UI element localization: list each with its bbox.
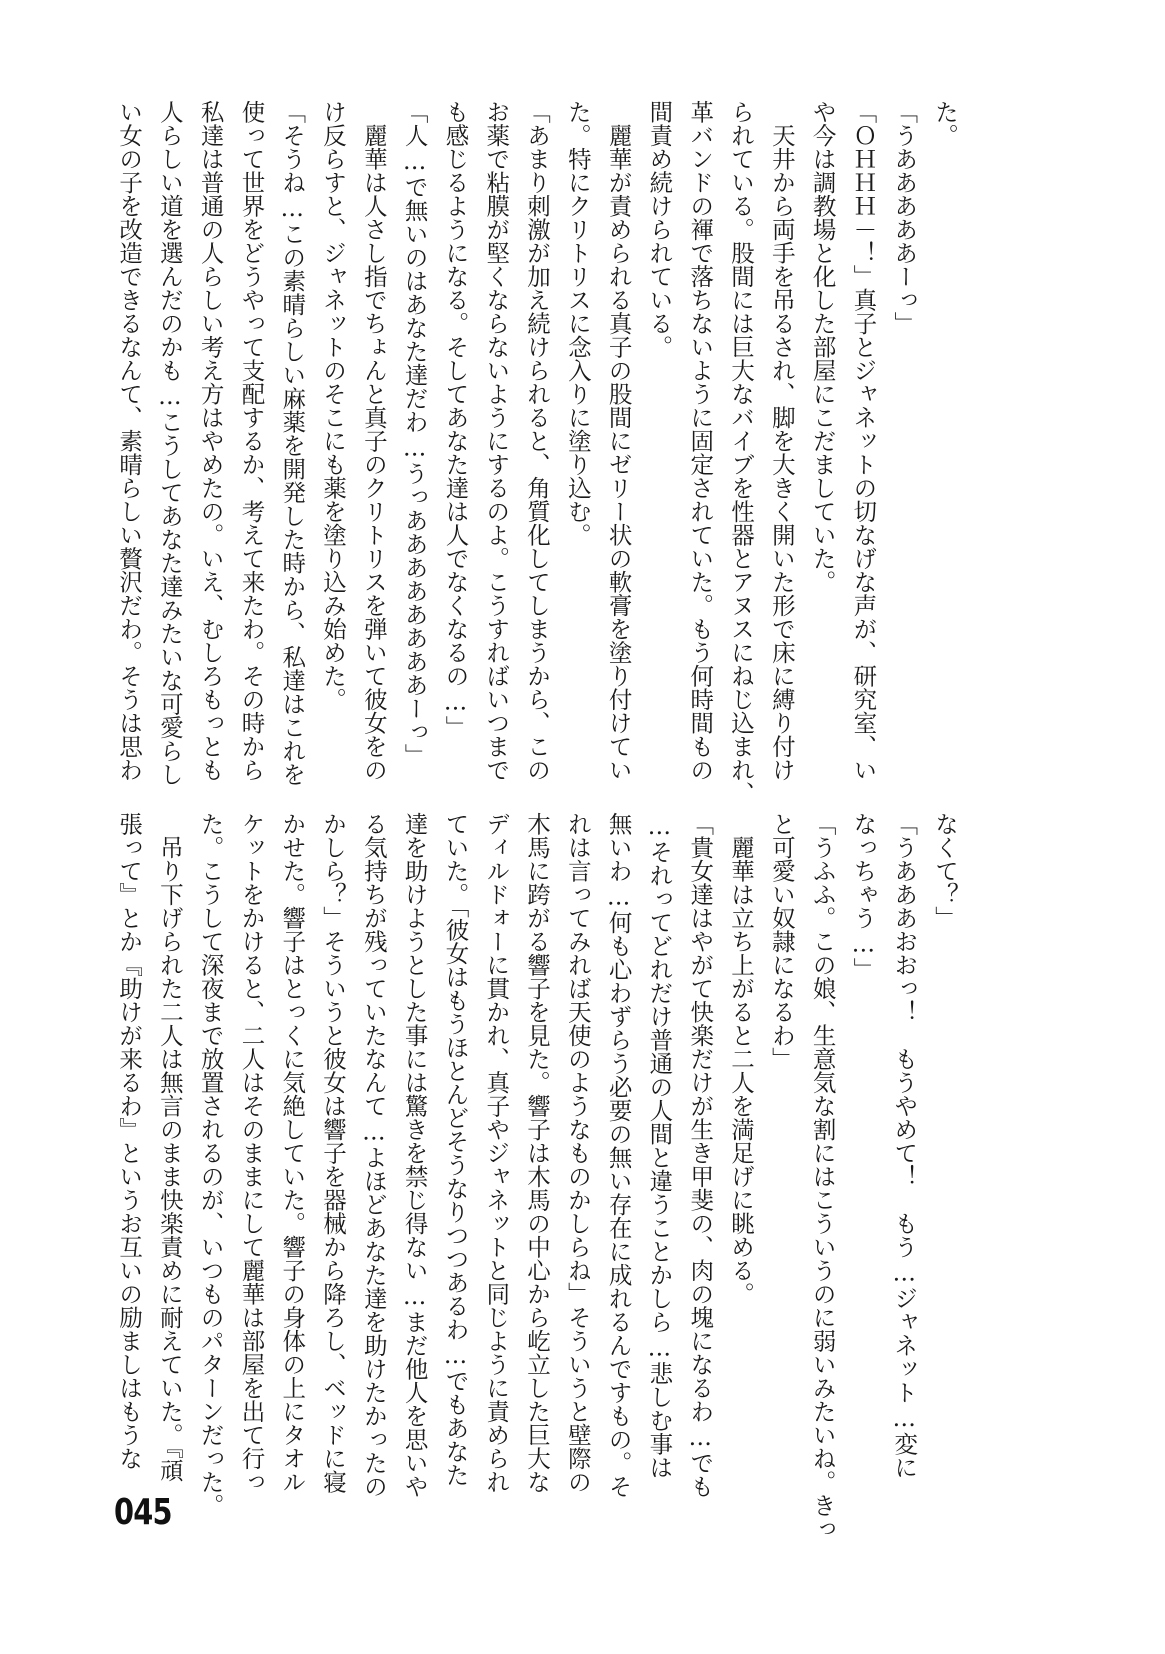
text-column: る気持ちが残っていたなんて…よほどあなた達を助けたかったの [359,812,388,1498]
text-column: 「そうね…この素晴らしい麻薬を開発した時から、私達はこれを [278,100,307,786]
text-column: 無いわ…何も心わずらう必要の無い存在に成れるんですもの。そ [604,812,633,1498]
text-column: け反らすと、ジャネットのそこにも薬を塗り込み始めた。 [319,100,348,711]
text-column: れは言ってみれば天使のようなものかしらね」そういうと壁際の [563,812,592,1494]
text-column: 間責め続けられている。 [645,100,674,359]
text-column: た。 [931,100,959,147]
text-column: ケットをかけると、二人はそのままにして麗華は部屋を出て行っ [237,812,266,1494]
text-column: 木馬に跨がる響子を見た。響子は木馬の中心から屹立した巨大な [523,812,552,1494]
text-column: も感じるようになる。そしてあなた達は人でなくなるの…」 [441,100,470,739]
text-column: ディルドォーに貫かれ、真子やジャネットと同じように責められ [482,812,511,1494]
text-column: た。特にクリトリスに念入りに塗り込む。 [563,100,592,547]
text-column: 革バンドの褌で落ちないように固定されていた。もう何時間もの [686,100,715,782]
text-column: 「ＯＨＨＨ－！」真子とジャネットの切なげな声が、研究室、い [849,100,878,782]
text-column: や今は調教場と化した部屋にこだましていた。 [808,100,837,594]
text-column: …それってどれだけ普通の人間と違うことかしら…悲しむ事は [645,812,674,1479]
text-column: 吊り下げられた二人は無言のまま快楽責めに耐えていた。『頑 [155,812,184,1482]
text-column: と可愛い奴隷になるわ」 [767,812,796,1071]
text-column: い女の子を改造できるなんて、素晴らしい贅沢だわ。そうは思わ [115,100,144,782]
text-column: 麗華は立ち上がると二人を満足げに眺める。 [727,812,756,1306]
text-column: 「人…で無いのはあなた達だわ…うっああああああああーっ」 [400,100,429,767]
text-column: 人らしい道を選んだのかも…こうしてあなた達みたいな可愛らし [155,100,184,786]
text-column: 「うあああああーっ」 [890,100,919,335]
text-block-lower [108,812,965,1541]
text-column: た。こうして深夜まで放置されるのが、いつものパターンだった。 [196,812,225,1517]
text-column: 「貴女達はやがて快楽だけが生き甲斐の、肉の塊になるわ…でも [686,812,715,1498]
text-column: 「あまり刺激が加え続けられると、角質化してしまうから、この [523,100,552,782]
text-column: 使って世界をどうやって支配するか、考えて来たわ。その時から [237,100,266,782]
text-block-upper [108,100,965,805]
text-column: 「うあああおおっ！ もうやめて！ もう…ジャネット…変に [890,812,919,1479]
text-column: 麗華は人さし指でちょんと真子のクリトリスを弾いて彼女をの [359,100,388,782]
text-column: お薬で粘膜が堅くならないようにするのよ。こうすればいつまで [482,100,511,782]
text-column: られている。股間には巨大なバイブを性器とアヌスにねじ込まれ、 [727,100,756,805]
text-column: 達を助けようとした事には驚きを禁じ得ない…まだ他人を思いや [400,812,429,1498]
text-column: 「うふふ。この娘、生意気な割にはこういうのに弱いみたいね。きっ [808,812,837,1541]
page-number: 045 [114,1492,172,1533]
text-column: 私達は普通の人らしい考え方はやめたの。いえ、むしろもっとも [196,100,225,782]
text-column: 天井から両手を吊るされ、脚を大きく開いた形で床に縛り付け [767,100,796,782]
text-column: かせた。響子はとっくに気絶していた。響子の身体の上にタオル [278,812,307,1494]
text-column: かしら？」そういうと彼女は響子を器械から降ろし、ベッドに寝 [319,812,348,1494]
text-column: 麗華が責められる真子の股間にゼリー状の軟膏を塗り付けてい [604,100,633,782]
text-column: 張って』とか『助けが来るわ』というお互いの励ましはもうな [115,812,144,1470]
text-column: ていた。「彼女はもうほとんどそうなりつつあるわ…でもあなた [441,812,470,1487]
text-column: なっちゃう…」 [849,812,878,981]
text-column: なくて？」 [931,812,959,930]
